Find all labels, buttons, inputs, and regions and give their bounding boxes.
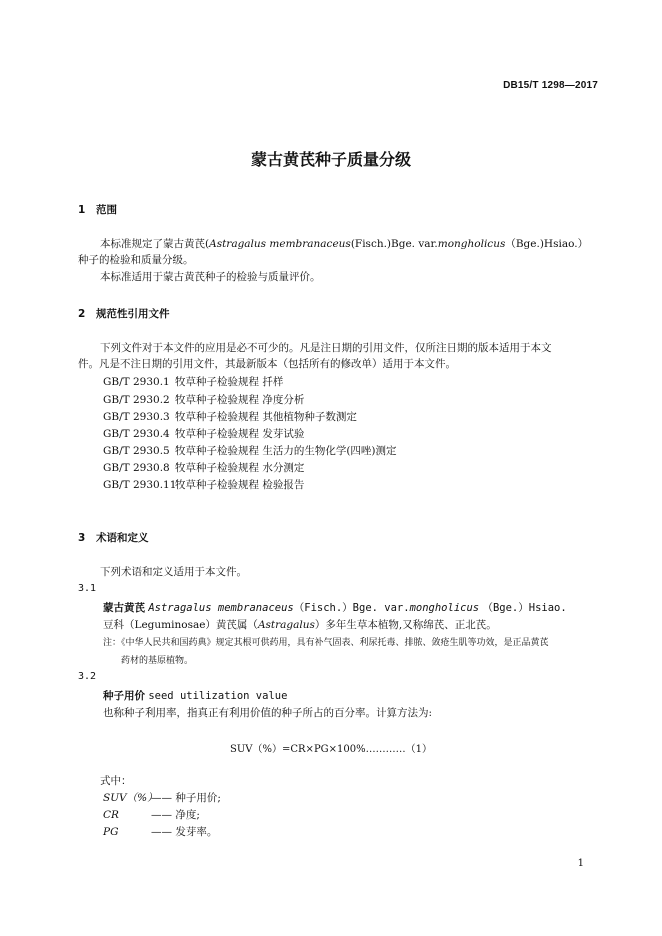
section-title: 术语和定义: [96, 532, 149, 544]
formula-variable: [103, 824, 217, 839]
reference-item: [103, 409, 357, 424]
reference-title: 牧草种子检验规程 水分测定: [175, 462, 305, 474]
latin-name: mongholicus: [409, 602, 480, 614]
reference-title: 牧草种子检验规程 发芽试验: [175, 428, 305, 440]
section-title: 规范性引用文件: [96, 308, 170, 320]
references-intro-line2: 件。凡是不注日期的引用文件，其最新版本（包括所有的修改单）适用于本文件。: [78, 358, 456, 370]
reference-title: 牧草种子检验规程 扦样: [175, 376, 284, 388]
reference-item: [103, 392, 304, 407]
variable-description: —— 种子用价;: [151, 792, 221, 804]
reference-item: [103, 374, 283, 389]
scope-paragraph-line1: [100, 236, 588, 253]
latin-name: Astragalus membranaceus: [148, 602, 294, 614]
reference-code: GB/T 2930.11: [103, 479, 177, 491]
reference-title: 牧草种子检验规程 检验报告: [175, 479, 305, 491]
page-number: 1: [577, 858, 584, 869]
formula-variable: [103, 790, 221, 805]
scope-paragraph-line2: 种子的检验和质量分级。: [78, 254, 194, 266]
reference-title: 牧草种子检验规程 其他植物种子数测定: [175, 411, 357, 423]
terms-intro: 下列术语和定义适用于本文件。: [100, 566, 247, 578]
document-number: DB15/T 1298—2017: [503, 80, 598, 91]
latin-name: mongholicus: [437, 238, 506, 250]
latin-name: Astragalus membranaceus: [209, 238, 351, 250]
note-line2: 药材的基原植物。: [121, 656, 194, 666]
reference-code: GB/T 2930.1: [103, 376, 170, 388]
reference-title: 牧草种子检验规程 生活力的生物化学(四唑)测定: [175, 445, 397, 457]
variable-symbol: PG: [103, 826, 119, 838]
text-run: (Fisch.)Bge. var.: [350, 238, 438, 250]
text-run: ）多年生草本植物,又称绵芪、正北芪。: [314, 619, 497, 631]
variable-symbol: SUV（%）: [103, 792, 158, 804]
section-3-heading: [78, 530, 149, 545]
reference-item: [103, 460, 304, 475]
reference-code: GB/T 2930.2: [103, 394, 170, 406]
variable-symbol: CR: [103, 809, 119, 821]
scope-paragraph-2: 本标准适用于蒙古黄芪种子的检验与质量评价。: [100, 271, 321, 283]
term-entry: [103, 688, 287, 703]
text-run: 本标准规定了蒙古黄芪(: [100, 238, 210, 250]
term-number: 3.1: [78, 583, 97, 594]
reference-code: GB/T 2930.5: [103, 445, 170, 457]
section-number: 1: [78, 204, 86, 216]
latin-name: Astragalus: [257, 619, 315, 631]
section-title: 范围: [96, 204, 117, 216]
term-chinese: 蒙古黄芪: [103, 602, 145, 614]
text-run: 豆科（Leguminosae）黄芪属（: [103, 619, 258, 631]
text-run: （Fisch.）Bge. var.: [293, 602, 410, 614]
term-definition: 也称种子利用率，指真正有利用价值的种子所占的百分率。计算方法为:: [103, 707, 433, 719]
term-chinese: 种子用价: [103, 690, 145, 702]
section-2-heading: [78, 306, 170, 321]
reference-item: [103, 443, 397, 458]
reference-item: [103, 426, 304, 441]
variable-description: —— 净度;: [151, 809, 200, 821]
term-number: 3.2: [78, 671, 97, 682]
reference-code: GB/T 2930.8: [103, 462, 170, 474]
reference-item: [103, 477, 304, 492]
section-number: 2: [78, 308, 86, 320]
text-run: （Bge.)Hsiao.）: [505, 238, 589, 250]
term-definition: [103, 617, 497, 632]
references-intro-line1: 下列文件对于本文件的应用是必不可少的。凡是注日期的引用文件，仅所注日期的版本适用于本文: [100, 342, 552, 354]
reference-code: GB/T 2930.3: [103, 411, 170, 423]
document-title: 蒙古黄芪种子质量分级: [250, 150, 411, 169]
term-entry: [103, 600, 567, 615]
section-number: 3: [78, 532, 86, 544]
reference-code: GB/T 2930.4: [103, 428, 170, 440]
section-1-heading: [78, 202, 117, 217]
term-english: seed utilization value: [148, 690, 288, 702]
formula: SUV（%）=CR×PG×100%…………（1）: [230, 744, 432, 755]
reference-title: 牧草种子检验规程 净度分析: [175, 394, 305, 406]
formula-variable: [103, 807, 200, 822]
variable-description: —— 发芽率。: [151, 826, 218, 838]
text-run: （Bge.）Hsiao.: [482, 602, 567, 614]
formula-where: 式中：: [100, 775, 132, 787]
note-line1: 注：《中华人民共和国药典》规定其根可供药用，具有补气固表、利尿托毒、排脓、敛疮生肌等功效，是正品黄芪: [103, 638, 549, 648]
